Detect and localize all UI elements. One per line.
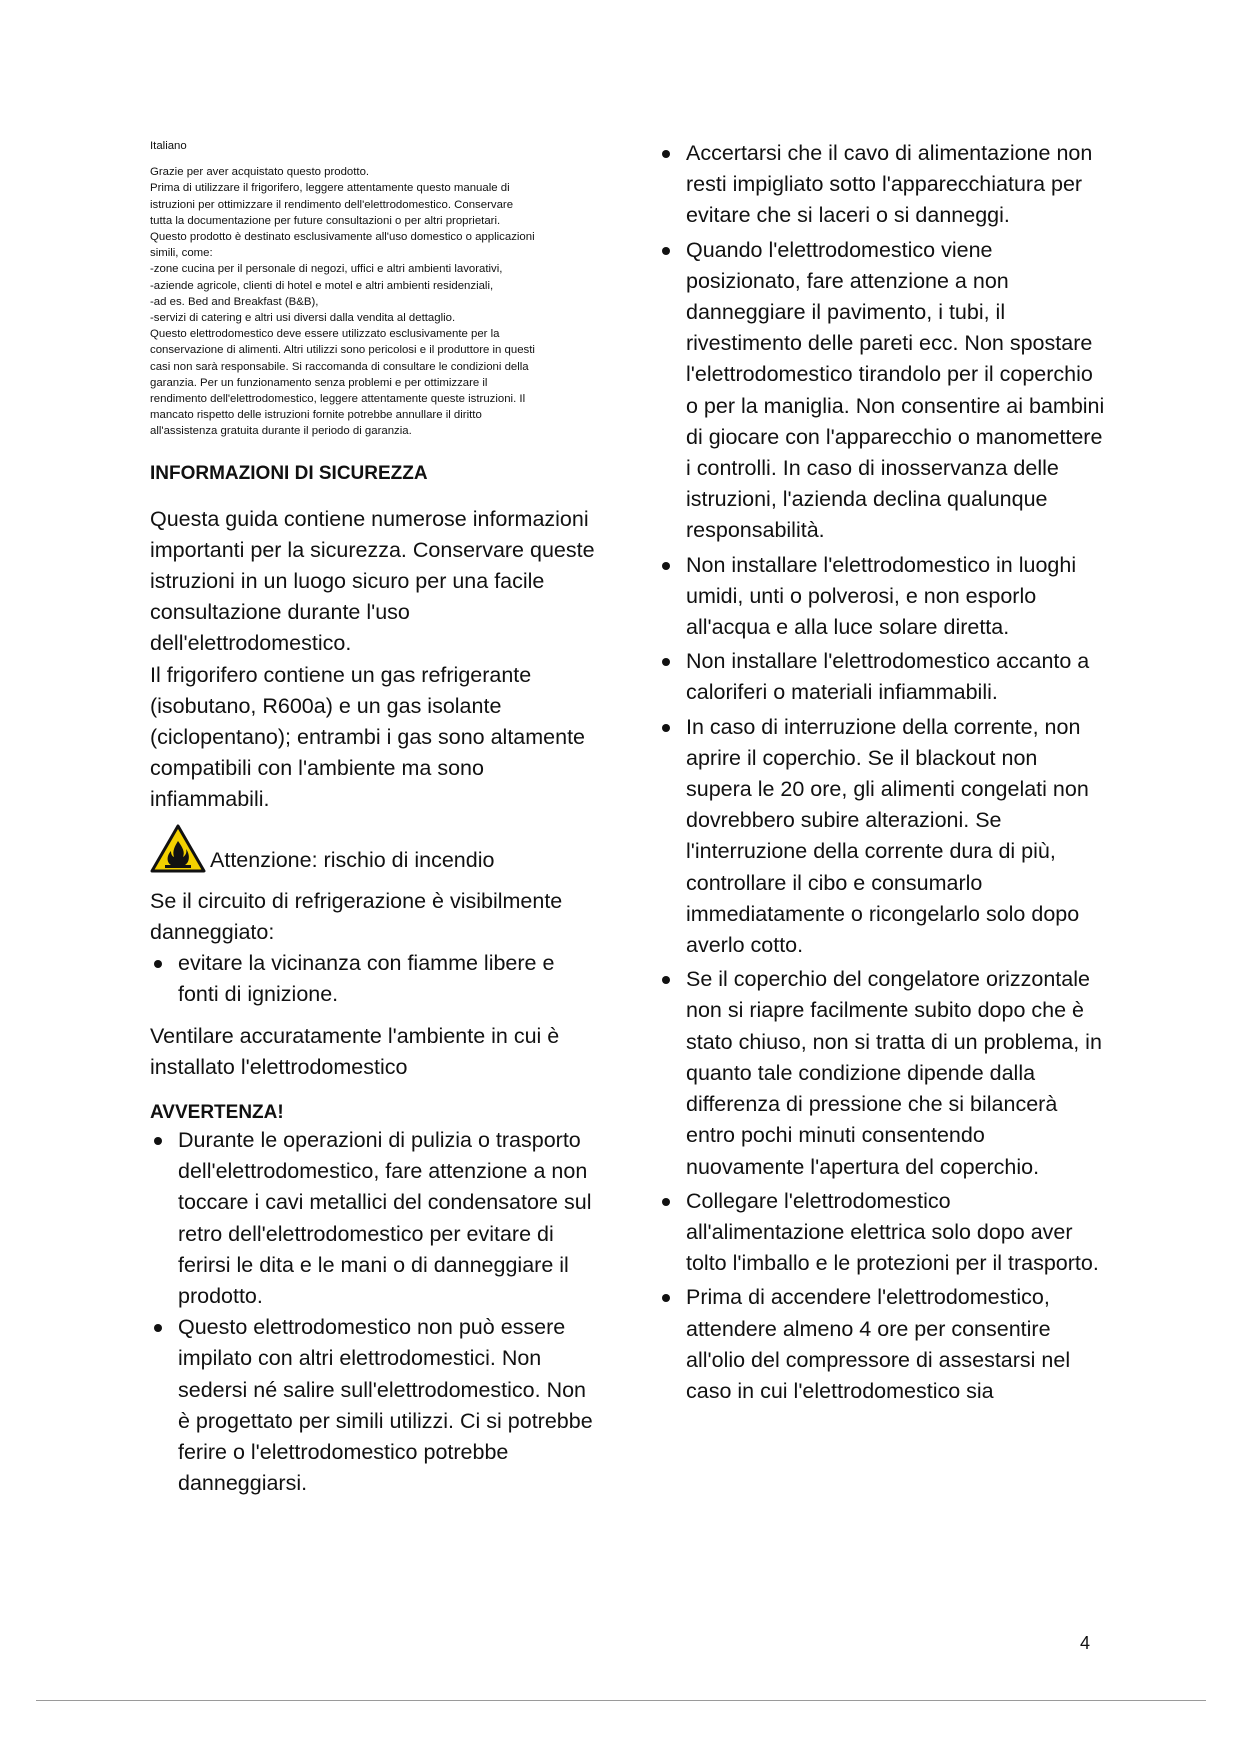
intro-line: istruzioni per ottimizzare il rendimento dell'elettrodomestico. Conservare — [150, 198, 514, 211]
fire-warning-text: Attenzione: rischio di incendio — [210, 847, 495, 872]
intro-line: casi non sarà responsabile. Si raccomanda di consultare le condizioni della — [150, 360, 529, 373]
intro-line: -servizi di catering e altri usi diversi dalla vendita al dettaglio. — [150, 312, 456, 325]
list-item: Non installare l'elettrodomestico accanto a caloriferi o materiali infiammabili. — [658, 646, 1108, 708]
warning-heading: AVVERTENZA! — [150, 1101, 284, 1123]
intro-line: -ad es. Bed and Breakfast (B&B), — [150, 295, 319, 308]
flammable-warning-icon — [150, 824, 206, 874]
list-item: evitare la vicinanza con fiamme libere e fonti di ignizione. — [150, 948, 600, 1010]
left-column — [150, 138, 600, 1499]
intro-line: simili, come: — [150, 247, 213, 260]
circuit-bullet-list — [150, 948, 600, 1010]
list-item: Collegare l'elettrodomestico all'alimentazione elettrica solo dopo aver tolto l'imballo e le protezioni per il trasporto. — [658, 1186, 1108, 1280]
safety-heading: INFORMAZIONI DI SICUREZZA — [150, 462, 428, 484]
list-item: In caso di interruzione della corrente, non aprire il coperchio. Se il blackout non supera le 20 ore, gli alimenti congelati non dovrebbero subire alterazioni. Se l'interruzione della corrente dura di più, controllare il cibo e consumarlo immediatamente o ricongelarlo solo dopo averlo cotto. — [658, 712, 1108, 962]
list-item: Questo elettrodomestico non può essere impilato con altri elettrodomestici. Non sedersi né salire sull'elettrodomestico. Non è progettato per simili utilizzi. Ci si potrebbe ferire o l'elettrodomestico potrebbe danneggiarsi. — [150, 1312, 600, 1499]
intro-line: Prima di utilizzare il frigorifero, leggere attentamente questo manuale di — [150, 182, 510, 195]
warning-bullet-list — [150, 1125, 600, 1499]
intro-line: garanzia. Per un funzionamento senza problemi e per ottimizzare il — [150, 376, 488, 389]
intro-line: conservazione di alimenti. Altri utilizzi sono pericolosi e il produttore in questi — [150, 344, 535, 357]
circuit-paragraph: Se il circuito di refrigerazione è visibilmente danneggiato: — [150, 888, 563, 944]
footer-divider — [36, 1700, 1206, 1701]
page-number: 4 — [1080, 1633, 1091, 1653]
intro-line: all'assistenza gratuita durante il periodo di garanzia. — [150, 425, 412, 438]
list-item: Prima di accendere l'elettrodomestico, attendere almeno 4 ore per consentire all'olio del compressore di assestarsi nel caso in cui l'elettrodomestico sia — [658, 1282, 1108, 1407]
intro-line: Questo prodotto è destinato esclusivamente all'uso domestico o applicazioni — [150, 231, 535, 244]
intro-line: rendimento dell'elettrodomestico, leggere attentamente queste istruzioni. Il — [150, 393, 526, 406]
intro-line: -zone cucina per il personale di negozi, uffici e altri ambienti lavorativi, — [150, 263, 503, 276]
list-item: Non installare l'elettrodomestico in luoghi umidi, unti o polverosi, e non esporlo all'acqua e alla luce solare diretta. — [658, 550, 1108, 644]
list-item: Se il coperchio del congelatore orizzontale non si riapre facilmente subito dopo che è stato chiuso, non si tratta di un problema, in quanto tale condizione dipende dalla differenza di pressione che si bilancerà entro pochi minuti consentendo nuovamente l'apertura del coperchio. — [658, 964, 1108, 1182]
intro-line: tutta la documentazione per future consultazioni o per altri proprietari. — [150, 214, 501, 227]
list-item: Accertarsi che il cavo di alimentazione non resti impigliato sotto l'apparecchiatura per evitare che si laceri o si danneggi. — [658, 138, 1108, 232]
list-item: Durante le operazioni di pulizia o trasporto dell'elettrodomestico, fare attenzione a non toccare i cavi metallici del condensatore sul retro dell'elettrodomestico per evitare di ferirsi le dita e le mani o di danneggiare il prodotto. — [150, 1125, 600, 1312]
intro-line: Grazie per aver acquistato questo prodotto. — [150, 166, 370, 179]
list-item: Quando l'elettrodomestico viene posizionato, fare attenzione a non danneggiare il pavimento, i tubi, il rivestimento delle pareti ecc. Non spostare l'elettrodomestico tirandolo per il coperchio o per la maniglia. Non consentire ai bambini di giocare con l'apparecchio o manomettere i controlli. In caso di inosservanza delle istruzioni, l'azienda declina qualunque responsabilità. — [658, 235, 1108, 547]
gas-paragraph: Il frigorifero contiene un gas refrigerante (isobutano, R600a) e un gas isolante (ciclopentano); entrambi i gas sono altamente compatibili con l'ambiente ma sono infiammabili. — [150, 662, 586, 812]
intro-line: -aziende agricole, clienti di hotel e motel e altri ambienti residenziali, — [150, 279, 494, 292]
intro-text — [150, 164, 600, 439]
safety-guide-paragraph: Questa guida contiene numerose informazioni importanti per la sicurezza. Conservare queste istruzioni in un luogo sicuro per una facile consultazione durante l'uso dell'elettrodomestico. — [150, 506, 595, 656]
right-bullet-list — [658, 138, 1108, 1407]
intro-line: mancato rispetto delle istruzioni fornite potrebbe annullare il diritto — [150, 409, 482, 422]
ventilate-paragraph: Ventilare accuratamente l'ambiente in cui è installato l'elettrodomestico — [150, 1023, 560, 1079]
intro-line: Questo elettrodomestico deve essere utilizzato esclusivamente per la — [150, 328, 500, 341]
language-label: Italiano — [150, 140, 187, 152]
right-column — [658, 138, 1108, 1410]
fire-warning — [150, 822, 600, 874]
